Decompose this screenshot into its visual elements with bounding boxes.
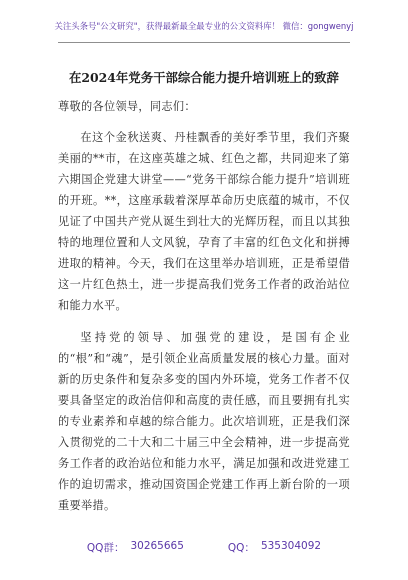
paragraph-1: 在这个金秋送爽、丹桂飘香的美好季节里，我们齐聚美丽的**市，在这座英雄之城、红色之都，共同迎来了第六期国企党建大讲堂——“党务干部综合能力提升”培训班的开班。**，这座承载着深厚革命历史底蕴的城市，不仅见证了中国共产党从诞生到壮大的光辉历程，而且以其独特的地理位置和人文风貌，孕育了丰富的红色文化和拼搏进取的精神。今天，我们在这里举办培训班，正是希望借这一片红色热土，进一步提高我们党务工作者的政治站位和能力水平。	[58, 131, 350, 312]
salutation: 尊敬的各位领导，同志们：	[58, 100, 196, 113]
qq-group-label: QQ群：	[86, 542, 125, 554]
document-body	[58, 96, 350, 527]
header-notice: 关注头条号"公文研究"，获得最新最全最专业的公文资料库！ 微信：gongwenyj	[54, 21, 354, 31]
paragraph-2: 坚持党的领导、加强党的建设，是国有企业的“根”和“魂”，是引领企业高质量发展的核心力量。面对新的历史条件和复杂多变的国内外环境，党务工作者不仅要具备坚定的政治信仰和高度的责任感，而且要拥有扎实的专业素养和卓越的综合能力。此次培训班，正是我们深入贯彻党的二十大和二十届三中全会精神，进一步提高党务工作者的政治站位和能力水平，满足加强和改进党建工作的迫切需求，推动国资国企党建工作再上新台阶的一项重要举措。	[58, 331, 350, 512]
qq-group-number: 30265665	[130, 540, 184, 552]
qq-label: QQ：	[227, 542, 255, 554]
footer-contact	[0, 540, 408, 555]
footer-qq	[228, 540, 321, 555]
footer-qq-group	[87, 540, 184, 555]
header-divider	[58, 42, 350, 43]
qq-number: 535304092	[260, 540, 322, 552]
document-title: 在2024年党务干部综合能力提升培训班上的致辞	[69, 70, 339, 85]
